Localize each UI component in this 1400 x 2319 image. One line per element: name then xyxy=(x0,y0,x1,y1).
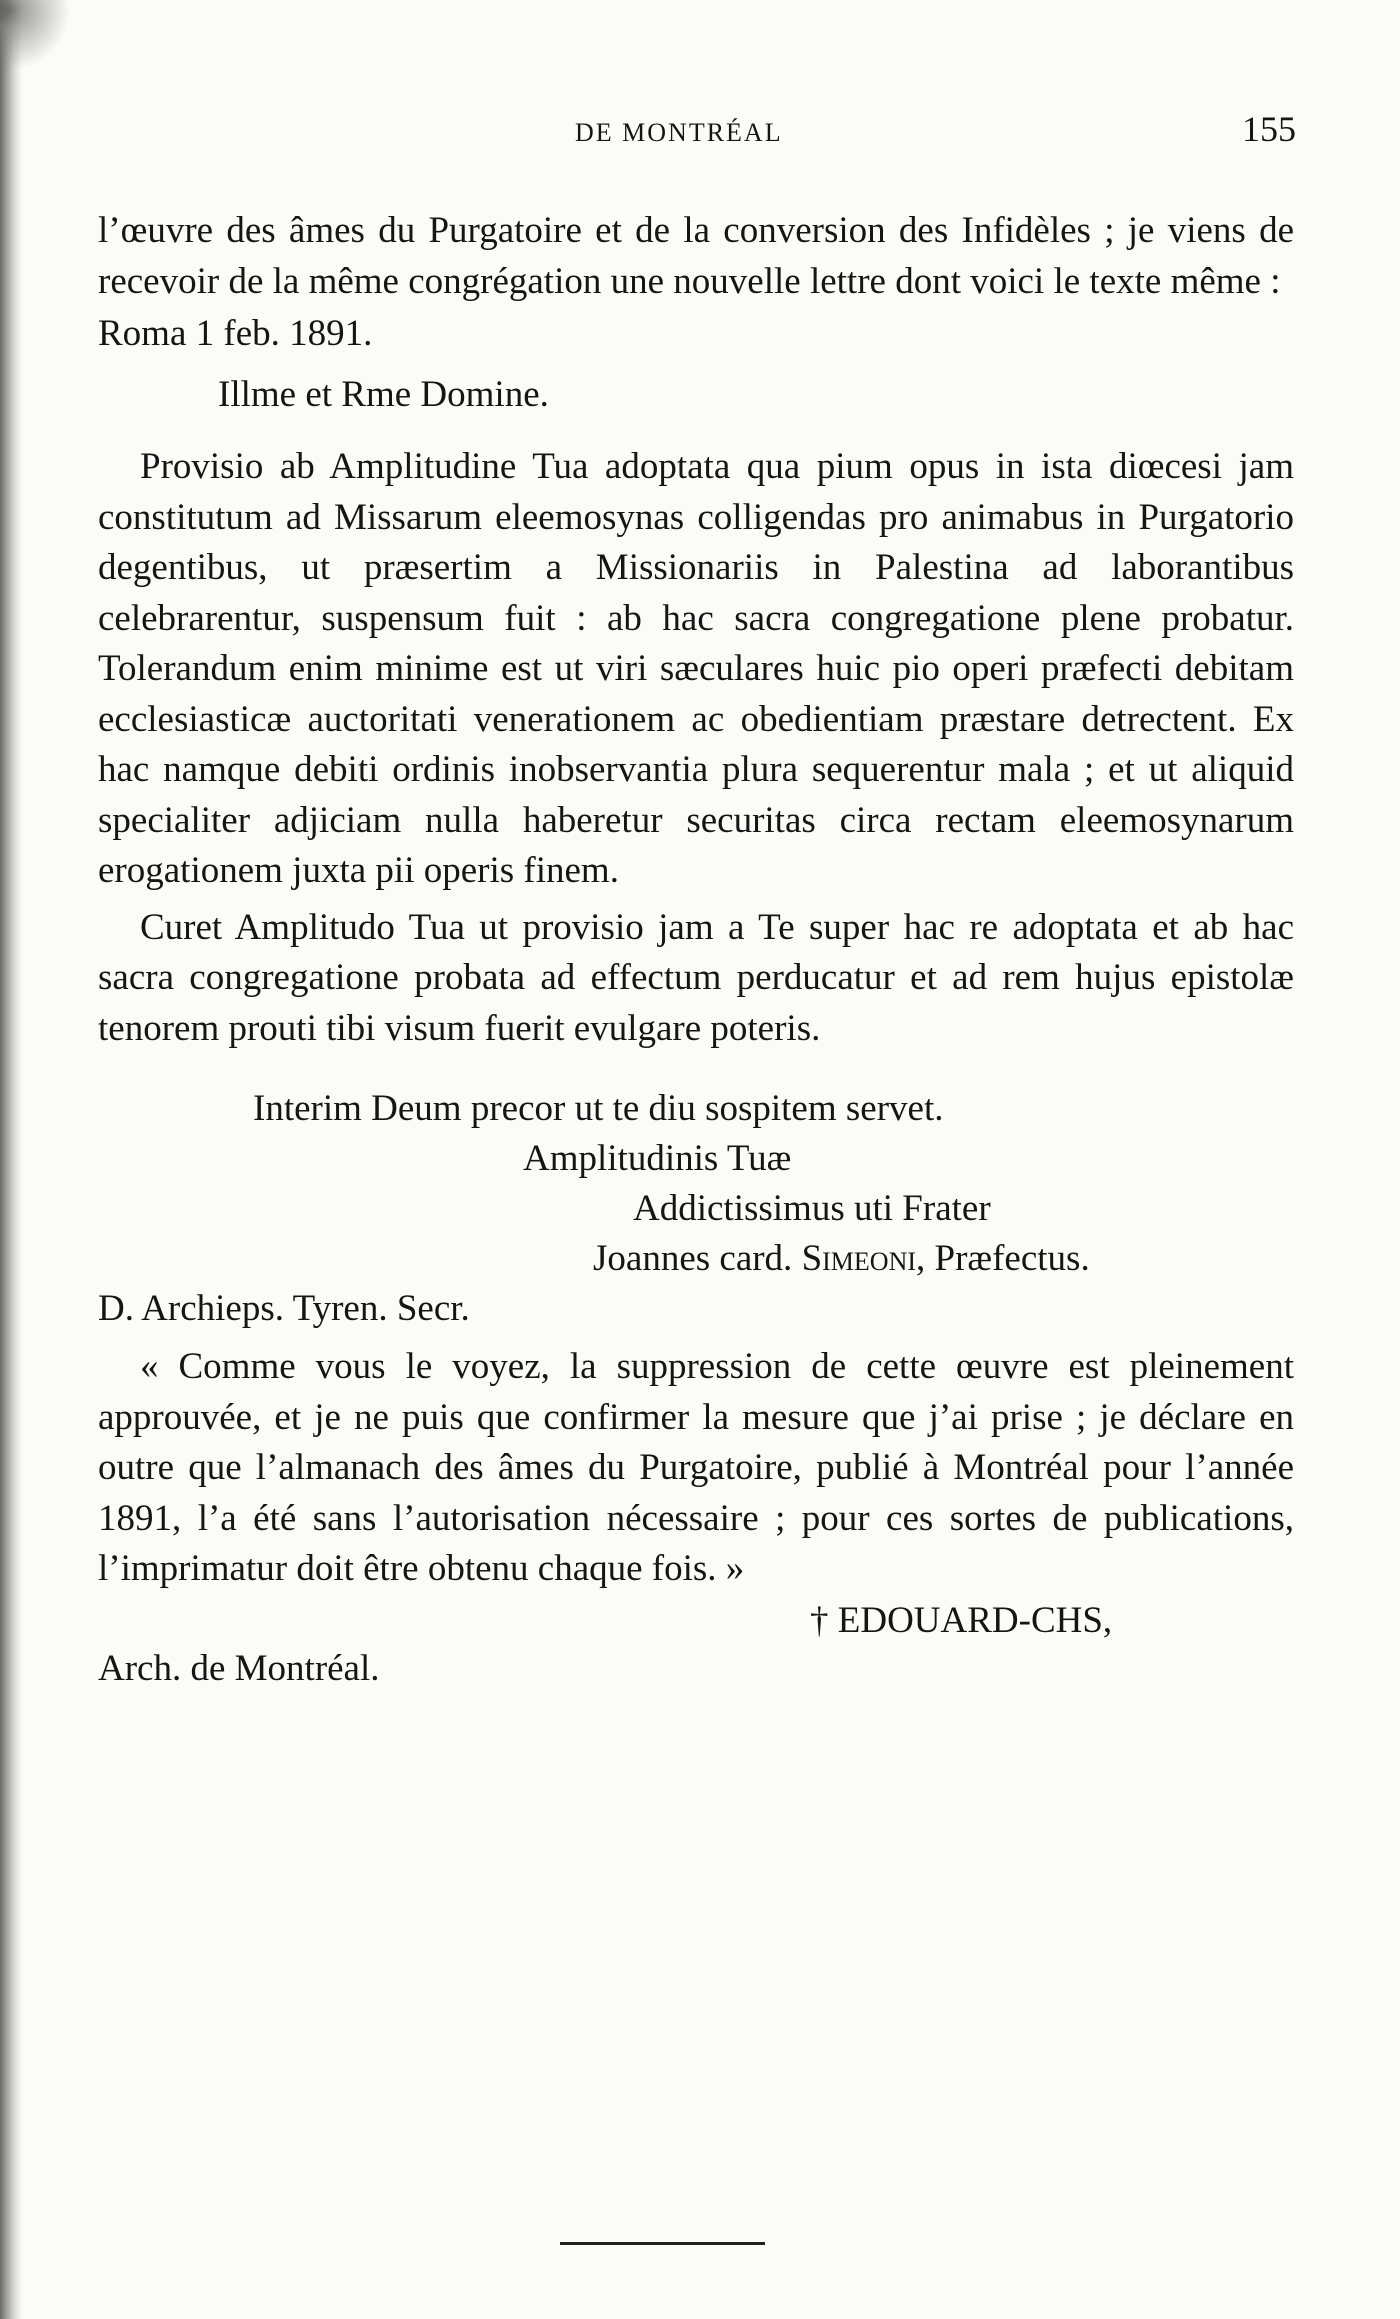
signature-suffix: , Præfectus. xyxy=(916,1238,1090,1279)
letter-paragraph: Curet Amplitudo Tua ut provisio jam a Te super hac re adoptata et ab hac sacra congregatione probata ad effectum perducatur et ad rem hujus epistolæ tenorem prouti tibi visum fuerit evulgare poteris. xyxy=(98,906,1294,1049)
signatory-name: Simeoni xyxy=(801,1238,917,1279)
signature-prefix: Joannes card. xyxy=(593,1238,802,1279)
signature-line: Addictissimus uti Frater xyxy=(633,1188,991,1229)
conclusion-paragraph: « Comme vous le voyez, la suppression de cette œuvre est pleinement approuvée, et je ne puis que confirmer la mesure que j’ai prise ; je déclare en outre que l’almanach des âmes du Purgatoire, publié à Montréal pour l’année 1891, l’a été sans l’autorisation nécessaire ; pour ces sortes de publications, l’imprimatur doit être obtenu chaque fois. » xyxy=(98,1346,1294,1589)
running-title: DE MONTRÉAL xyxy=(575,118,783,147)
signature-line: Amplitudinis Tuæ xyxy=(523,1138,792,1179)
letter-salutation: Illme et Rme Domine. xyxy=(218,373,549,415)
archbishop-name: † EDOUARD-CHS, xyxy=(810,1599,1113,1641)
signature-line: D. Archieps. Tyren. Secr. xyxy=(98,1288,470,1329)
archbishop-title: Arch. de Montréal. xyxy=(98,1647,380,1689)
section-divider xyxy=(560,2242,765,2245)
archbishop-signature xyxy=(98,1597,1294,1693)
intro-paragraph: l’œuvre des âmes du Purgatoire et de la conversion des Infidèles ; je viens de recevoir de la même congrégation une nouvelle lettre dont voici le texte même : xyxy=(98,210,1294,302)
page-number: 155 xyxy=(1242,109,1296,149)
letter-paragraph: Provisio ab Amplitudine Tua adoptata qua pium opus in ista diœcesi jam constitutum ad Missarum eleemosynas colligendas pro animabus in Purgatorio degentibus, ut præsertim a Missionariis in Palestina ad laborantibus celebrarentur, suspensum fuit : ab hac sacra congregatione plene probatur. Tolerandum enim minime est ut viri sæculares huic pio operi præfecti debitam ecclesiasticæ auctoritati venerationem ac obedientiam præstare detrectent. Ex hac namque debiti ordinis inobservantia plura sequerentur mala ; et ut aliquid specialiter adjiciam nulla haberetur securitas circa rectam eleemosynarum erogationem juxta pii operis finem. xyxy=(98,446,1294,891)
letter-signature-block xyxy=(98,1084,1294,1334)
page-body xyxy=(98,206,1294,1693)
letter-dateline: Roma 1 feb. 1891. xyxy=(98,313,373,354)
letter-closing: Interim Deum precor ut te diu sospitem servet. xyxy=(253,1088,944,1129)
signature-line xyxy=(98,1234,1294,1284)
